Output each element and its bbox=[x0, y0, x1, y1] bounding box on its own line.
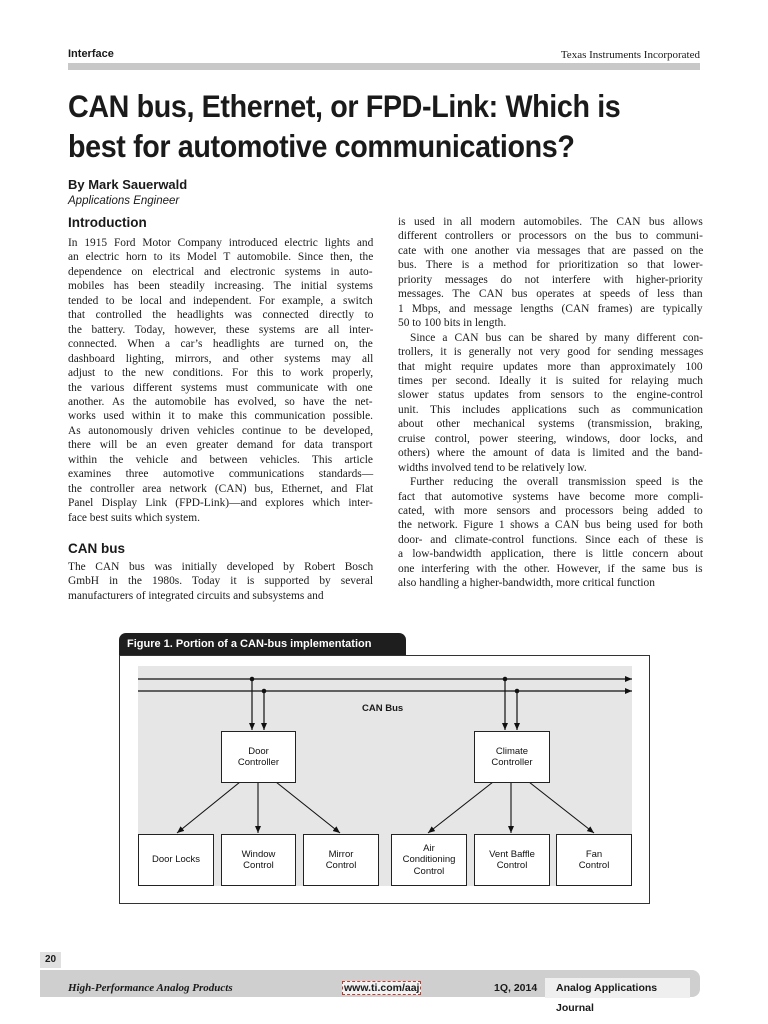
window-control-box: Window Control bbox=[221, 834, 296, 886]
footer-product-line: High-Performance Analog Products bbox=[68, 982, 233, 994]
figure-caption: Figure 1. Portion of a CAN-bus implementation bbox=[119, 633, 406, 655]
text-line: the network. Figure 1 shows a CAN bus being used for both bbox=[398, 519, 703, 532]
text-line: the controller area network (CAN) bus, Ethernet, and Flat bbox=[68, 482, 374, 495]
byline: By Mark Sauerwald bbox=[68, 177, 188, 192]
text-line: As autonomously driven vehicles continue to be developed, bbox=[68, 424, 374, 437]
text-line: manufacturers of integrated circuits and subsystems and bbox=[68, 589, 324, 602]
text-line: different controllers or processors on the bus to communi- bbox=[398, 230, 703, 243]
text-line: cruise control, power steering, windows, door locks, and bbox=[398, 432, 703, 445]
text-line: adjust to the new conditions. For this to work properly, bbox=[68, 367, 374, 380]
climate-controller-box: Climate Controller bbox=[474, 731, 550, 783]
door-controller-box: Door Controller bbox=[221, 731, 296, 783]
text-line: Since a CAN bus can be shared by many different con- bbox=[410, 331, 703, 344]
text-line: there will be an even greater demand for data transport bbox=[68, 439, 373, 452]
footer-url-link[interactable]: www.ti.com/aaj bbox=[344, 982, 420, 994]
text-line: In 1915 Ford Motor Company introduced electric lights and bbox=[68, 237, 374, 249]
text-line: is used in all modern automobiles. The CAN bus allows bbox=[398, 216, 703, 228]
text-line: The CAN bus was initially developed by Robert Bosch bbox=[68, 561, 374, 573]
text-line: Further reducing the overall transmission speed is the bbox=[410, 476, 703, 489]
text-line: times per second. Ideally it is suited for relaying much bbox=[398, 374, 703, 387]
introduction-heading: Introduction bbox=[68, 215, 147, 230]
text-line: door- and climate-control functions. Since each of these is bbox=[398, 533, 704, 546]
title-line-2: best for automotive communications? bbox=[68, 128, 575, 164]
text-line: an electric horn to its Model T automobile. Since then, the bbox=[68, 251, 374, 264]
text-line: the battery. Today, however, these systems are all inter- bbox=[68, 323, 374, 336]
text-line: face best suits which system. bbox=[68, 511, 200, 524]
text-line: 1 Mbps, and message lengths (CAN frames) are typically bbox=[398, 302, 703, 315]
text-line: one interfering with the other. However, if the same bus is bbox=[398, 562, 703, 575]
text-line: cated, with more sensors and processors being added to bbox=[398, 505, 703, 517]
fan-control-box: Fan Control bbox=[556, 834, 632, 886]
text-line: a low-bandwidth application, there is little concern about bbox=[398, 548, 704, 561]
footer-issue-date: 1Q, 2014 bbox=[494, 982, 538, 994]
text-line: tended to be local and independent. For example, a switch bbox=[68, 294, 373, 307]
text-line: fact that automotive systems have become more compli- bbox=[398, 490, 704, 503]
text-line: slower status updates from sensors to the engine-control bbox=[398, 389, 703, 402]
title-line-1: CAN bus, Ethernet, or FPD-Link: Which is bbox=[68, 88, 621, 124]
text-line: also handling a higher-bandwidth, more critical function bbox=[398, 577, 655, 590]
text-line: that might require updates more than approximately 100 bbox=[398, 360, 703, 373]
vent-baffle-box: Vent Baffle Control bbox=[474, 834, 550, 886]
author-role: Applications Engineer bbox=[68, 195, 180, 207]
text-line: 50 to 100 bits in length. bbox=[398, 317, 507, 330]
text-line: that controlled the headlights was connected directly to bbox=[68, 309, 374, 322]
text-line: widths involved tend to be relatively low. bbox=[398, 461, 587, 474]
text-line: another. As the automobile has evolved, so have the net- bbox=[68, 395, 373, 408]
text-line: works used within it to make this communication possible. bbox=[68, 410, 373, 423]
text-line: priority messages do not interfere with higher-priority bbox=[398, 273, 703, 286]
text-line: others) where the amount of data is limited and the band- bbox=[398, 447, 703, 460]
text-line: bus. There is a method for prioritization so that lower- bbox=[398, 259, 703, 272]
text-line: messages. The CAN bus operates at speeds of less than bbox=[398, 288, 703, 301]
text-line: within the vehicle and between vehicles. This article bbox=[68, 453, 373, 466]
can-bus-label: CAN Bus bbox=[362, 703, 404, 714]
air-conditioning-box: Air Conditioning Control bbox=[391, 834, 467, 886]
text-line: dependence on electrical and electronic systems in auto- bbox=[68, 265, 373, 278]
text-line: dashboard lighting, mirrors, and other systems may all bbox=[68, 352, 374, 365]
text-line: about other mechanical systems (transmission, braking, bbox=[398, 418, 703, 431]
text-line: GmbH in the 1980s. Today it is supported by several bbox=[68, 575, 374, 588]
can-bus-heading: CAN bus bbox=[68, 541, 125, 556]
page-number: 20 bbox=[40, 952, 61, 968]
text-line: the various different systems must communicate with one bbox=[68, 381, 373, 394]
company-name: Texas Instruments Incorporated bbox=[560, 49, 700, 61]
text-line: cate with one another via messages that are passed on the bbox=[398, 244, 704, 257]
footer-journal-name: Analog Applications Journal bbox=[545, 978, 690, 998]
text-line: connected. When a car’s headlights are turned on, the bbox=[68, 338, 373, 351]
text-line: examines three automotive communications standards— bbox=[68, 468, 374, 481]
text-line: trollers, it is generally not very good for sending messages bbox=[398, 346, 704, 359]
mirror-control-box: Mirror Control bbox=[303, 834, 379, 886]
text-line: unit. This includes applications such as communication bbox=[398, 403, 703, 416]
text-line: mobiles has been steadily increasing. The initial systems bbox=[68, 280, 373, 293]
door-locks-box: Door Locks bbox=[138, 834, 214, 886]
section-label: Interface bbox=[68, 48, 114, 60]
text-line: Panel Display Link (FPD-Link)—and explores which inter- bbox=[68, 497, 373, 510]
